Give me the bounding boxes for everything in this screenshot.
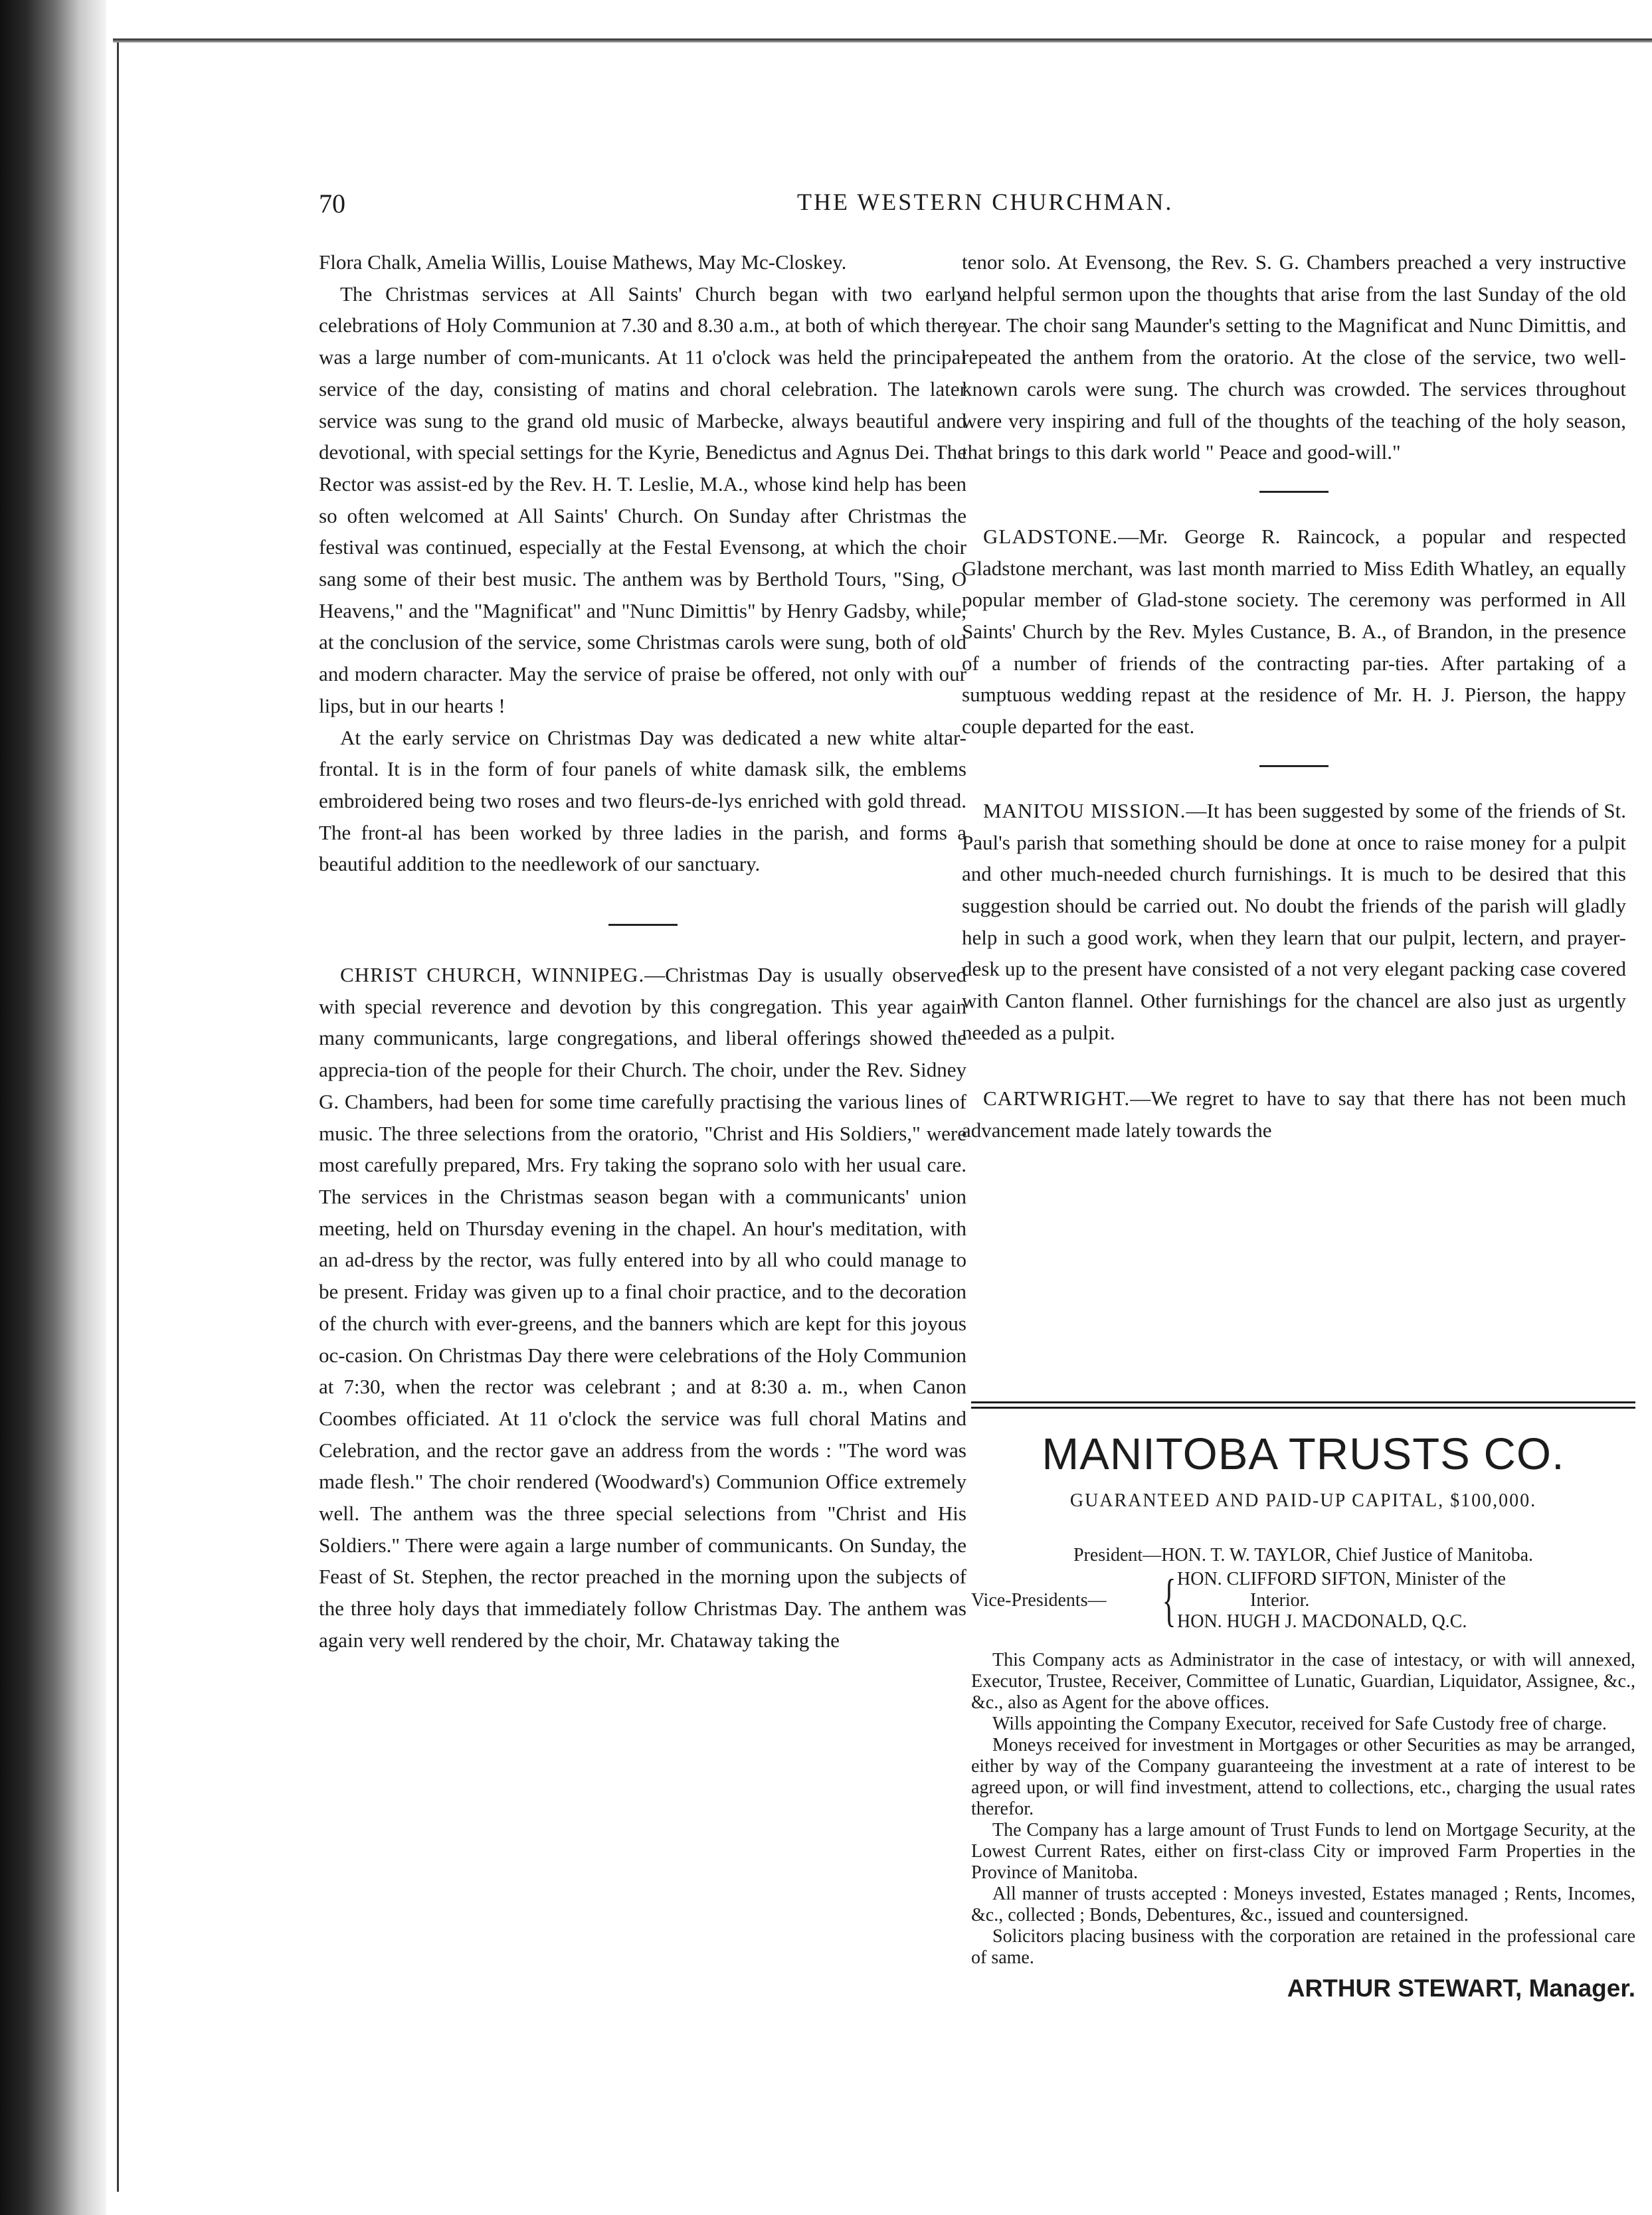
right-column xyxy=(962,246,1626,1146)
book-binding-shadow xyxy=(0,0,106,2215)
ad-paragraph: The Company has a large amount of Trust Funds to lend on Mortgage Security, at the Lowest Current Rates, either on first-class City or improved Farm Properties in the Province of Manitoba. xyxy=(971,1820,1635,1883)
advertisement-title: MANITOBA TRUSTS CO. xyxy=(1042,1429,1565,1479)
vice-presidents xyxy=(971,1569,1635,1633)
article-manitou xyxy=(962,795,1626,1049)
advertisement-rule-top xyxy=(971,1401,1635,1403)
ad-paragraph: Solicitors placing business with the corporation are retained in the professional care of same. xyxy=(971,1926,1635,1968)
article-gladstone xyxy=(962,521,1626,743)
brace-glyph: { xyxy=(1162,1568,1176,1633)
article-body: —It has been suggested by some of the friends of St. Paul's parish that something should be done at once to raise money for a pulpit and other much-needed church furnishings. It is much to be desired that this suggestion should be carried out. No doubt the friends of the parish will gladly help in such a good work, when they learn that our pulpit, lectern, and prayer-desk up to the present have consisted of a not very elegant packing case covered with Canton flannel. Other furnishings for the chancel are also just as urgently needed as a pulpit. xyxy=(962,798,1626,1044)
ad-paragraph: This Company acts as Administrator in the case of intestacy, or with will annexed, Executor, Trustee, Receiver, Committee of Lunatic, Guardian, Liquidator, Assignee, &c., &c., also as Agent for the above offices. xyxy=(971,1650,1635,1713)
section-divider xyxy=(1259,765,1329,767)
article-christ-church xyxy=(319,959,966,1656)
page-number: 70 xyxy=(319,189,345,219)
advertisement-body xyxy=(971,1650,1635,1969)
page-top-edge xyxy=(113,39,1652,43)
section-divider xyxy=(1259,491,1329,493)
binding-edge xyxy=(117,40,119,2192)
ad-paragraph: Moneys received for investment in Mortgages or other Securities as may be arranged, either by way of the Company guaranteeing the investment at a rate of interest to be agreed upon, or will find investment, attend to collections, etc., charging the usual rates therefor. xyxy=(971,1735,1635,1819)
vice-president-2: HON. HUGH J. MACDONALD, Q.C. xyxy=(1177,1611,1467,1632)
ad-paragraph: Wills appointing the Company Executor, received for Safe Custody free of charge. xyxy=(992,1714,1607,1734)
section-divider xyxy=(608,924,678,926)
article-body: —Christmas Day is usually observed with special reverence and devotion by this congregation. This year again many communicants, large congregations, and liberal offerings showed the apprecia-tion of the people for their Church. The choir, under the Rev. Sidney G. Chambers, had been for some time carefully practising the various lines of music. The three selections from the oratorio, "Christ and His Soldiers," were most carefully prepared, Mrs. Fry taking the soprano solo with her usual care. The services in the Christmas season began with a communicants' union meeting, held on Thursday evening in the chapel. An hour's meditation, with an ad-dress by the rector, was fully entered into by all who could manage to be present. Friday was given up to a final choir practice, and to the decoration of the church with ever-greens, and the banners which are kept for this joyous oc-casion. On Christmas Day there were celebrations of the Holy Communion at 7:30, when the rector was celebrant ; and at 8:30 a. m., when Canon Coombes officiated. At 11 o'clock the service was full choral Matins and Celebration, and the rector gave an address from the words : "The word was made flesh." The choir rendered (Woodward's) Communion Office extremely well. The anthem was the three special selections from "Christ and His Soldiers." There were again a large number of communicants. On Sunday, the Feast of St. Stephen, the rector preached in the morning upon the subjects of the three holy days that immediately follow Christmas Day. The anthem was again very well rendered by the choir, Mr. Chataway taking the xyxy=(319,963,966,1652)
vice-presidents-label: Vice-Presidents— xyxy=(971,1590,1107,1611)
vice-presidents-list xyxy=(1177,1569,1506,1633)
left-column xyxy=(319,246,966,1656)
advertisement-rule-top-double xyxy=(971,1407,1635,1409)
ad-paragraph: All manner of trusts accepted : Moneys invested, Estates managed ; Rents, Incomes, &c., collected ; Bonds, Debentures, &c., issued and countersigned. xyxy=(971,1884,1635,1925)
advertisement-manitoba-trusts xyxy=(971,1427,1635,2002)
paragraph: At the early service on Christmas Day was dedicated a new white altar-frontal. It is in the form of four panels of white damask silk, the emblems embroidered being two roses and two fleurs-de-lys enriched with gold thread. The front-al has been worked by three ladies in the parish, and forms a beautiful addition to the needlework of our sanctuary. xyxy=(319,725,966,876)
president-line: President—HON. T. W. TAYLOR, Chief Justice of Manitoba. xyxy=(1073,1545,1533,1565)
article-body: —We regret to have to say that there has not been much advancement made lately towards the xyxy=(962,1087,1626,1142)
manager-signature: ARTHUR STEWART, Manager. xyxy=(1287,1975,1635,2002)
vice-president-1: HON. CLIFFORD SIFTON, Minister of the xyxy=(1177,1569,1506,1589)
article-heading: MANITOU MISSION. xyxy=(983,798,1186,822)
running-head: THE WESTERN CHURCHMAN. xyxy=(797,189,1174,215)
vice-president-1-cont: Interior. xyxy=(1250,1590,1310,1611)
article-body: —Mr. George R. Raincock, a popular and respected Gladstone merchant, was last month married to Miss Edith Whatley, an equally popular member of Glad-stone society. The ceremony was performed in All Saints' Church by the Rev. Myles Custance, B. A., of Brandon, in the presence of a number of friends of the contracting par-ties. After partaking of a sumptuous wedding repast at the residence of Mr. H. J. Pierson, the happy couple departed for the east. xyxy=(962,524,1626,739)
advertisement-officers xyxy=(971,1545,1635,1633)
article-heading: CARTWRIGHT. xyxy=(983,1087,1131,1110)
paragraph: The Christmas services at All Saints' Church began with two early celebrations of Holy Communion at 7.30 and 8.30 a.m., at both of which there was a large number of com-municants. At 11 o'clock was held the principal service of the day, consisting of matins and choral celebration. The later service was sung to the grand old music of Marbecke, always beautiful and devotional, with special settings for the Kyrie, Benedictus and Agnus Dei. The Rector was assist-ed by the Rev. H. T. Leslie, M.A., whose kind help has been so often welcomed at All Saints' Church. On Sunday after Christmas the festival was continued, especially at the Festal Evensong, at which the choir sang some of their best music. The anthem was by Berthold Tours, "Sing, O Heavens," and the "Magnificat" and "Nunc Dimittis" by Henry Gadsby, while, at the conclusion of the service, some Christmas carols were sung, both of old and modern character. May the service of praise be offered, not only with our lips, but in our hearts ! xyxy=(319,282,966,717)
paragraph: tenor solo. At Evensong, the Rev. S. G. Chambers preached a very instructive and helpful sermon upon the thoughts that arise from the last Sunday of the old year. The choir sang Maunder's setting to the Magnificat and Nunc Dimittis, and repeated the anthem from the oratorio. At the close of the service, two well-known carols were sung. The church was crowded. The services throughout were very inspiring and full of the thoughts of the teaching of the holy season, that brings to this dark world " Peace and good-will." xyxy=(962,250,1626,464)
article-heading: GLADSTONE. xyxy=(983,524,1119,548)
section-spacer xyxy=(962,1048,1626,1083)
article-cartwright xyxy=(962,1083,1626,1146)
article-heading: CHRIST CHURCH, WINNIPEG. xyxy=(340,963,645,987)
paragraph: Flora Chalk, Amelia Willis, Louise Mathews, May Mc-Closkey. xyxy=(319,250,847,274)
advertisement-capital: GUARANTEED AND PAID-UP CAPITAL, $100,000. xyxy=(1069,1490,1537,1511)
page-header xyxy=(319,188,1624,228)
